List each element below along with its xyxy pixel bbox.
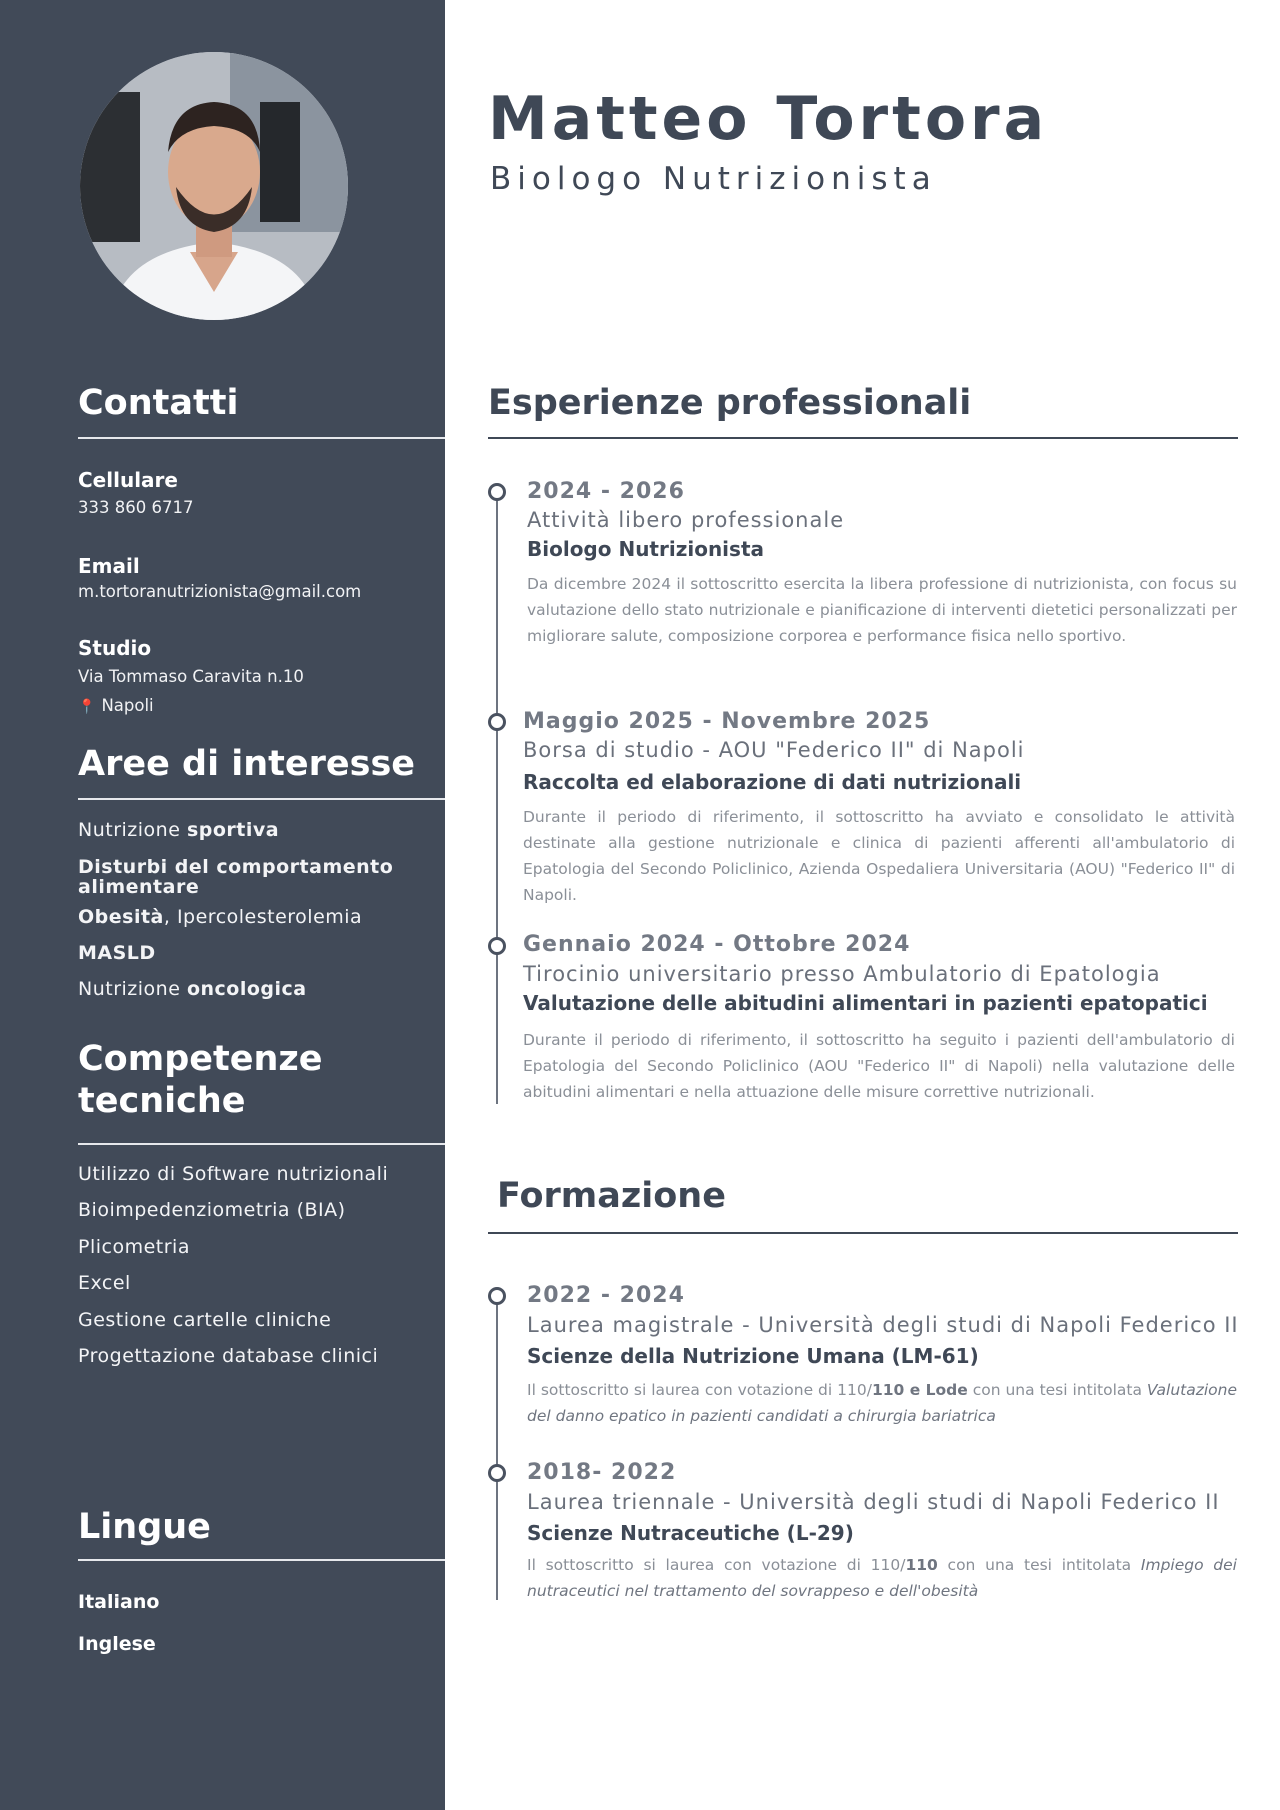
language-item: Inglese bbox=[78, 1633, 156, 1655]
interest-item bbox=[78, 858, 408, 898]
location-pin-icon: 📍 bbox=[78, 699, 96, 715]
interest-item bbox=[78, 821, 279, 841]
studio-label: Studio bbox=[78, 636, 152, 660]
interest-bold: Obesità bbox=[78, 906, 164, 928]
skill-item: Plicometria bbox=[78, 1236, 190, 1258]
interest-text: Nutrizione bbox=[78, 819, 187, 841]
experience-title: Raccolta ed elaborazione di dati nutrizionali bbox=[523, 770, 1022, 794]
languages-divider bbox=[78, 1559, 445, 1561]
experience-period: Maggio 2025 - Novembre 2025 bbox=[523, 709, 931, 734]
education-org: Laurea magistrale - Università degli studi di Napoli Federico II bbox=[527, 1313, 1239, 1337]
skill-item: Progettazione database clinici bbox=[78, 1345, 379, 1367]
skills-heading: Competenze tecniche bbox=[78, 1039, 323, 1121]
experience-heading: Esperienze professionali bbox=[488, 383, 972, 423]
interest-item bbox=[78, 908, 362, 928]
timeline-dot bbox=[488, 483, 506, 501]
interest-bold: sportiva bbox=[186, 819, 280, 841]
experience-title: Biologo Nutrizionista bbox=[527, 537, 765, 561]
education-description bbox=[527, 1552, 1237, 1604]
education-title: Scienze della Nutrizione Umana (LM-61) bbox=[527, 1344, 979, 1368]
skill-item: Utilizzo di Software nutrizionali bbox=[78, 1163, 389, 1185]
education-desc-text: Il sottoscritto si laurea con votazione di 110/ bbox=[527, 1556, 906, 1574]
experience-title: Valutazione delle abitudini alimentari in pazienti epatopatici bbox=[523, 991, 1208, 1015]
experience-org: Tirocinio universitario presso Ambulatorio di Epatologia bbox=[523, 962, 1161, 986]
experience-description: Da dicembre 2024 il sottoscritto esercita la libera professione di nutrizionista, con focus su valutazione dello stato nutrizionale e pianificazione di interventi dietetici personalizzati per migliorare salute, composizione corporea e performance fisica nello sportivo. bbox=[527, 575, 1237, 645]
education-period: 2018- 2022 bbox=[527, 1460, 677, 1485]
contacts-divider bbox=[78, 437, 445, 439]
education-org: Laurea triennale - Università degli studi di Napoli Federico II bbox=[527, 1490, 1220, 1514]
interests-divider bbox=[78, 798, 445, 800]
phone-value[interactable]: 333 860 6717 bbox=[78, 498, 194, 517]
timeline-dot bbox=[488, 1287, 506, 1305]
interest-bold: Disturbi del comportamento alimentare bbox=[78, 856, 394, 898]
education-desc-text: con una tesi intitolata bbox=[937, 1556, 1141, 1574]
experience-period: Gennaio 2024 - Ottobre 2024 bbox=[523, 932, 911, 957]
education-desc-text: con una tesi intitolata bbox=[967, 1381, 1147, 1399]
languages-heading: Lingue bbox=[78, 1507, 211, 1547]
interest-text: , Ipercolesterolemia bbox=[163, 906, 363, 928]
skill-item: Bioimpedenziometria (BIA) bbox=[78, 1199, 346, 1221]
interest-bold: oncologica bbox=[186, 978, 307, 1000]
education-period: 2022 - 2024 bbox=[527, 1283, 685, 1308]
experience-description: Durante il periodo di riferimento, il sottoscritto ha avviato e consolidato le attività destinate alla gestione nutrizionale e clinica di pazienti afferenti all'ambulatorio di Epatologia del Secondo Policlinico, Azienda Ospedaliera Universitaria (AOU) "Federico II" di Napoli. bbox=[523, 808, 1235, 904]
interests-heading: Aree di interesse bbox=[78, 744, 416, 784]
experience-period: 2024 - 2026 bbox=[527, 479, 685, 504]
experience-description: Durante il periodo di riferimento, il sottoscritto ha seguito i pazienti dell'ambulatorio di Epatologia del Secondo Policlinico (AOU "Federico II" di Napoli) nella valutazione delle abitudini alimentari e nella attuazione delle misure correttive nutrizionali. bbox=[523, 1031, 1235, 1101]
studio-city-text: Napoli bbox=[101, 696, 154, 715]
experience-org: Attività libero professionale bbox=[527, 508, 845, 532]
profile-photo-image bbox=[80, 52, 348, 320]
education-thesis-title: Impiego dei nutraceutici nel trattamento del sovrappeso e dell'obesità bbox=[527, 1556, 1237, 1600]
education-grade: 110 bbox=[905, 1556, 938, 1574]
timeline-dot bbox=[488, 1464, 506, 1482]
interest-item bbox=[78, 944, 156, 964]
skill-item: Excel bbox=[78, 1272, 131, 1294]
interest-text: Nutrizione bbox=[78, 978, 187, 1000]
experience-org: Borsa di studio - AOU "Federico II" di Napoli bbox=[523, 738, 1025, 762]
education-description bbox=[527, 1377, 1237, 1429]
email-label: Email bbox=[78, 554, 140, 578]
language-item: Italiano bbox=[78, 1591, 160, 1613]
education-grade: 110 e Lode bbox=[871, 1381, 968, 1399]
studio-city bbox=[78, 696, 154, 715]
studio-address: Via Tommaso Caravita n.10 bbox=[78, 667, 304, 686]
person-role: Biologo Nutrizionista bbox=[490, 161, 937, 197]
contacts-heading: Contatti bbox=[78, 383, 239, 423]
experience-timeline bbox=[496, 492, 498, 1104]
phone-label: Cellulare bbox=[78, 468, 178, 492]
timeline-dot bbox=[488, 713, 506, 731]
education-timeline bbox=[496, 1288, 498, 1600]
interest-item bbox=[78, 980, 307, 1000]
timeline-dot bbox=[488, 937, 506, 955]
skill-item: Gestione cartelle cliniche bbox=[78, 1309, 332, 1331]
education-heading: Formazione bbox=[497, 1176, 726, 1216]
email-value[interactable]: m.tortoranutrizionista@gmail.com bbox=[78, 582, 362, 601]
interest-bold: MASLD bbox=[78, 942, 156, 964]
education-title: Scienze Nutraceutiche (L-29) bbox=[527, 1521, 854, 1545]
education-desc-text: Il sottoscritto si laurea con votazione di 110/ bbox=[527, 1381, 872, 1399]
education-divider bbox=[488, 1232, 1238, 1234]
education-thesis-title: Valutazione del danno epatico in pazienti candidati a chirurgia bariatrica bbox=[527, 1381, 1238, 1425]
experience-divider bbox=[488, 437, 1238, 439]
sidebar bbox=[0, 0, 445, 1810]
skills-divider bbox=[78, 1143, 445, 1145]
profile-photo bbox=[80, 52, 348, 320]
person-name: Matteo Tortora bbox=[488, 84, 1049, 154]
